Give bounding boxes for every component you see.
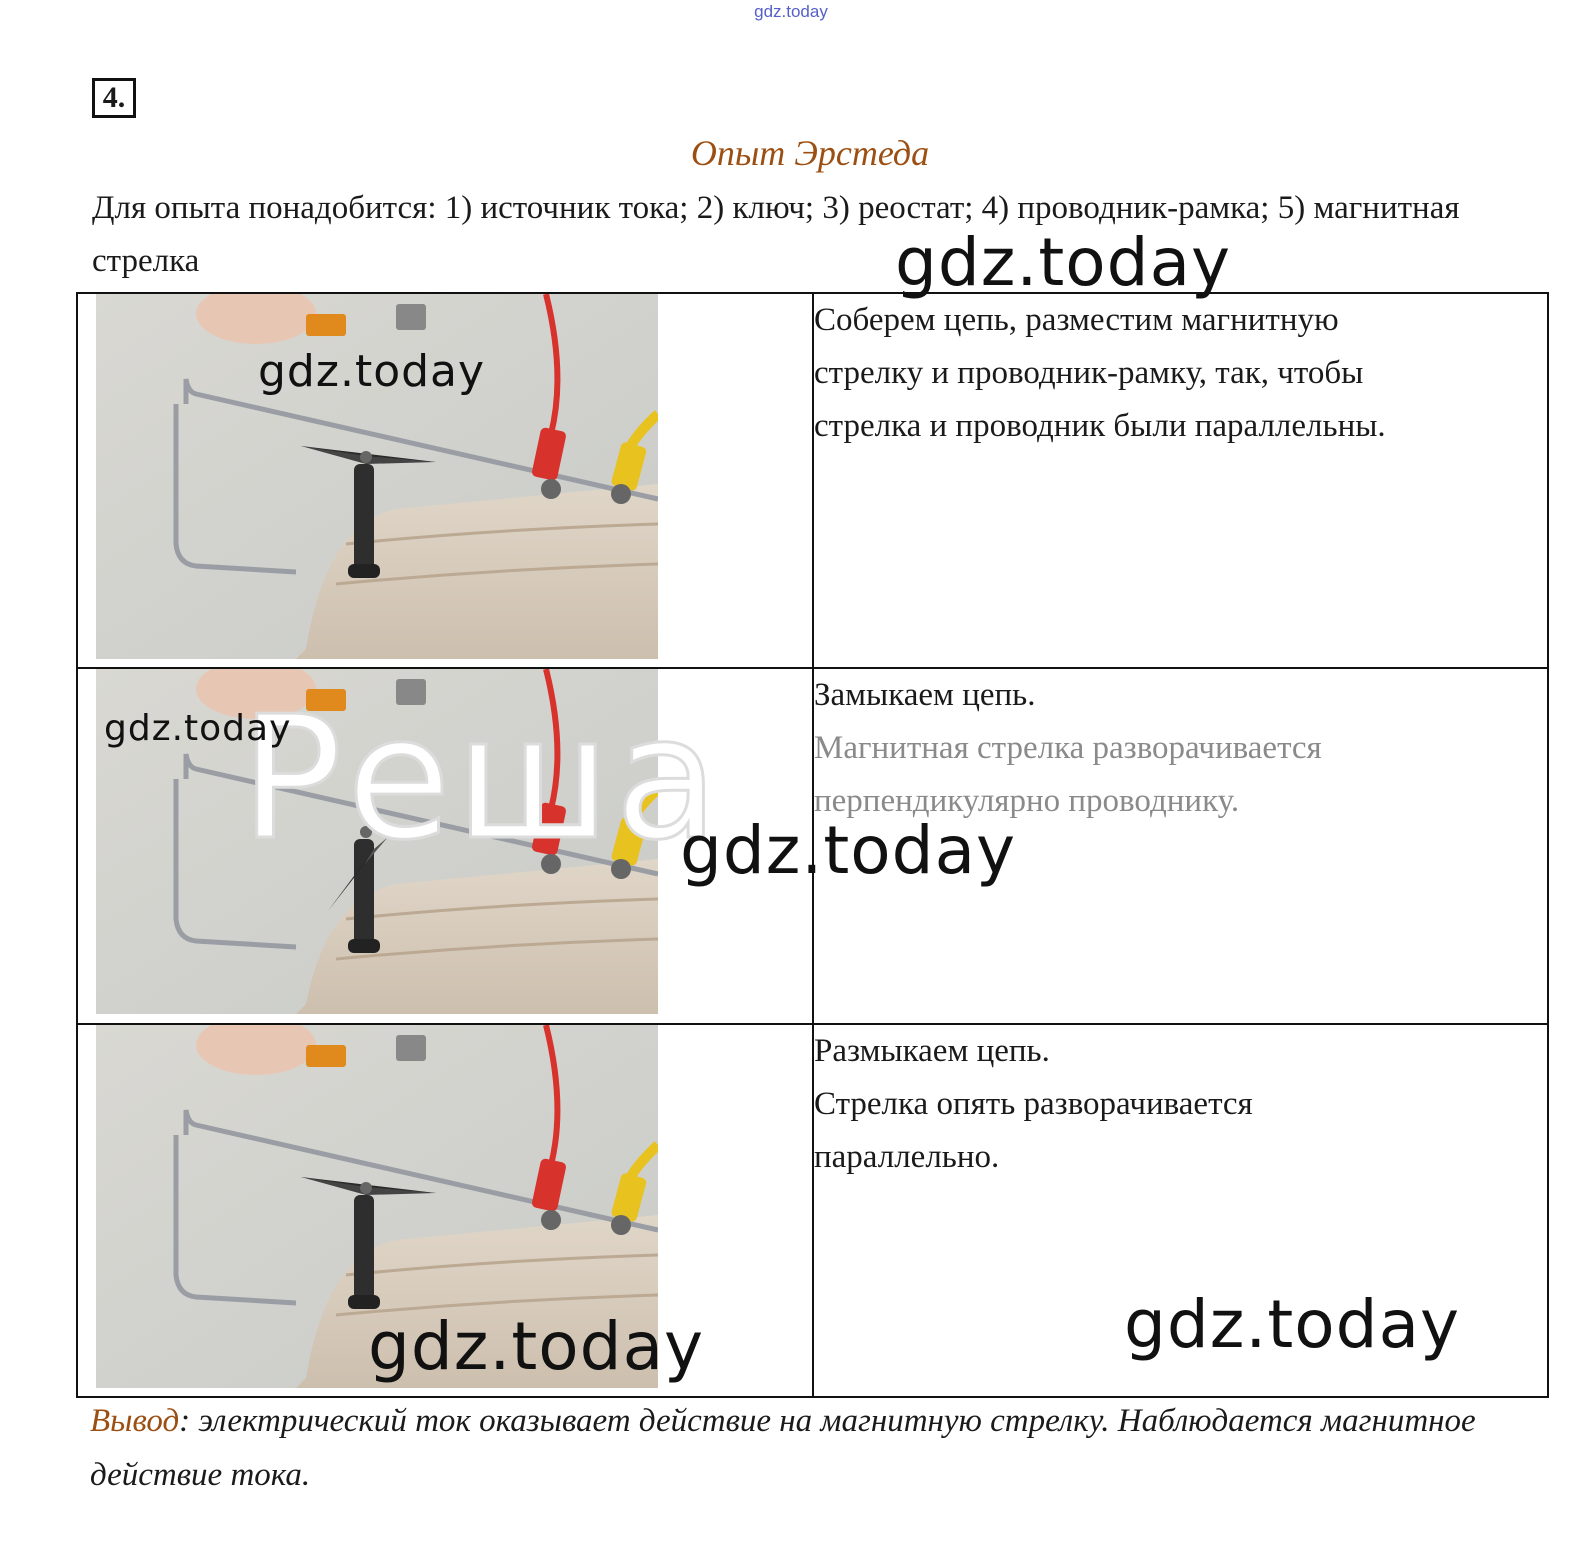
compass-stand <box>354 464 374 574</box>
step-text-1 <box>813 293 1548 668</box>
watermark: gdz.today <box>1124 1286 1461 1363</box>
step-line: стрелка и проводник были параллельны. <box>814 408 1386 444</box>
step-line: Замыкаем цепь. <box>814 677 1036 713</box>
top-site-watermark: gdz.today <box>754 2 828 21</box>
compass-stand <box>354 1195 374 1305</box>
conclusion <box>90 1394 1540 1502</box>
step-line: Размыкаем цепь. <box>814 1033 1050 1069</box>
watermark: gdz.today <box>680 812 1017 889</box>
conclusion-text: : электрический ток оказывает действие на магнитную стрелку. Наблюдается магнитное действие тока. <box>90 1403 1476 1493</box>
conclusion-label: Вывод <box>90 1403 180 1439</box>
watermark: gdz.today <box>895 224 1232 301</box>
step-line: Магнитная стрелка разворачивается <box>814 730 1322 766</box>
page-title: Опыт Эрстеда <box>690 133 930 173</box>
step-line: стрелку и проводник-рамку, так, чтобы <box>814 355 1364 391</box>
intro-text: Для опыта понадобится: 1) источник тока; 2) ключ; 3) реостат; 4) проводник-рамка; 5) магнитная стрелка <box>92 190 1460 279</box>
step-line: Соберем цепь, разместим магнитную <box>814 302 1339 338</box>
overlay-watermark: Реша <box>240 680 723 878</box>
watermark: gdz.today <box>368 1308 705 1385</box>
step-line: перпендикулярно проводнику. <box>814 783 1240 819</box>
step-line: Стрелка опять разворачивается <box>814 1086 1253 1122</box>
watermark: gdz.today <box>104 708 292 749</box>
task-number: 4. <box>92 78 136 118</box>
watermark: gdz.today <box>258 346 486 397</box>
step-line: параллельно. <box>814 1139 1000 1175</box>
